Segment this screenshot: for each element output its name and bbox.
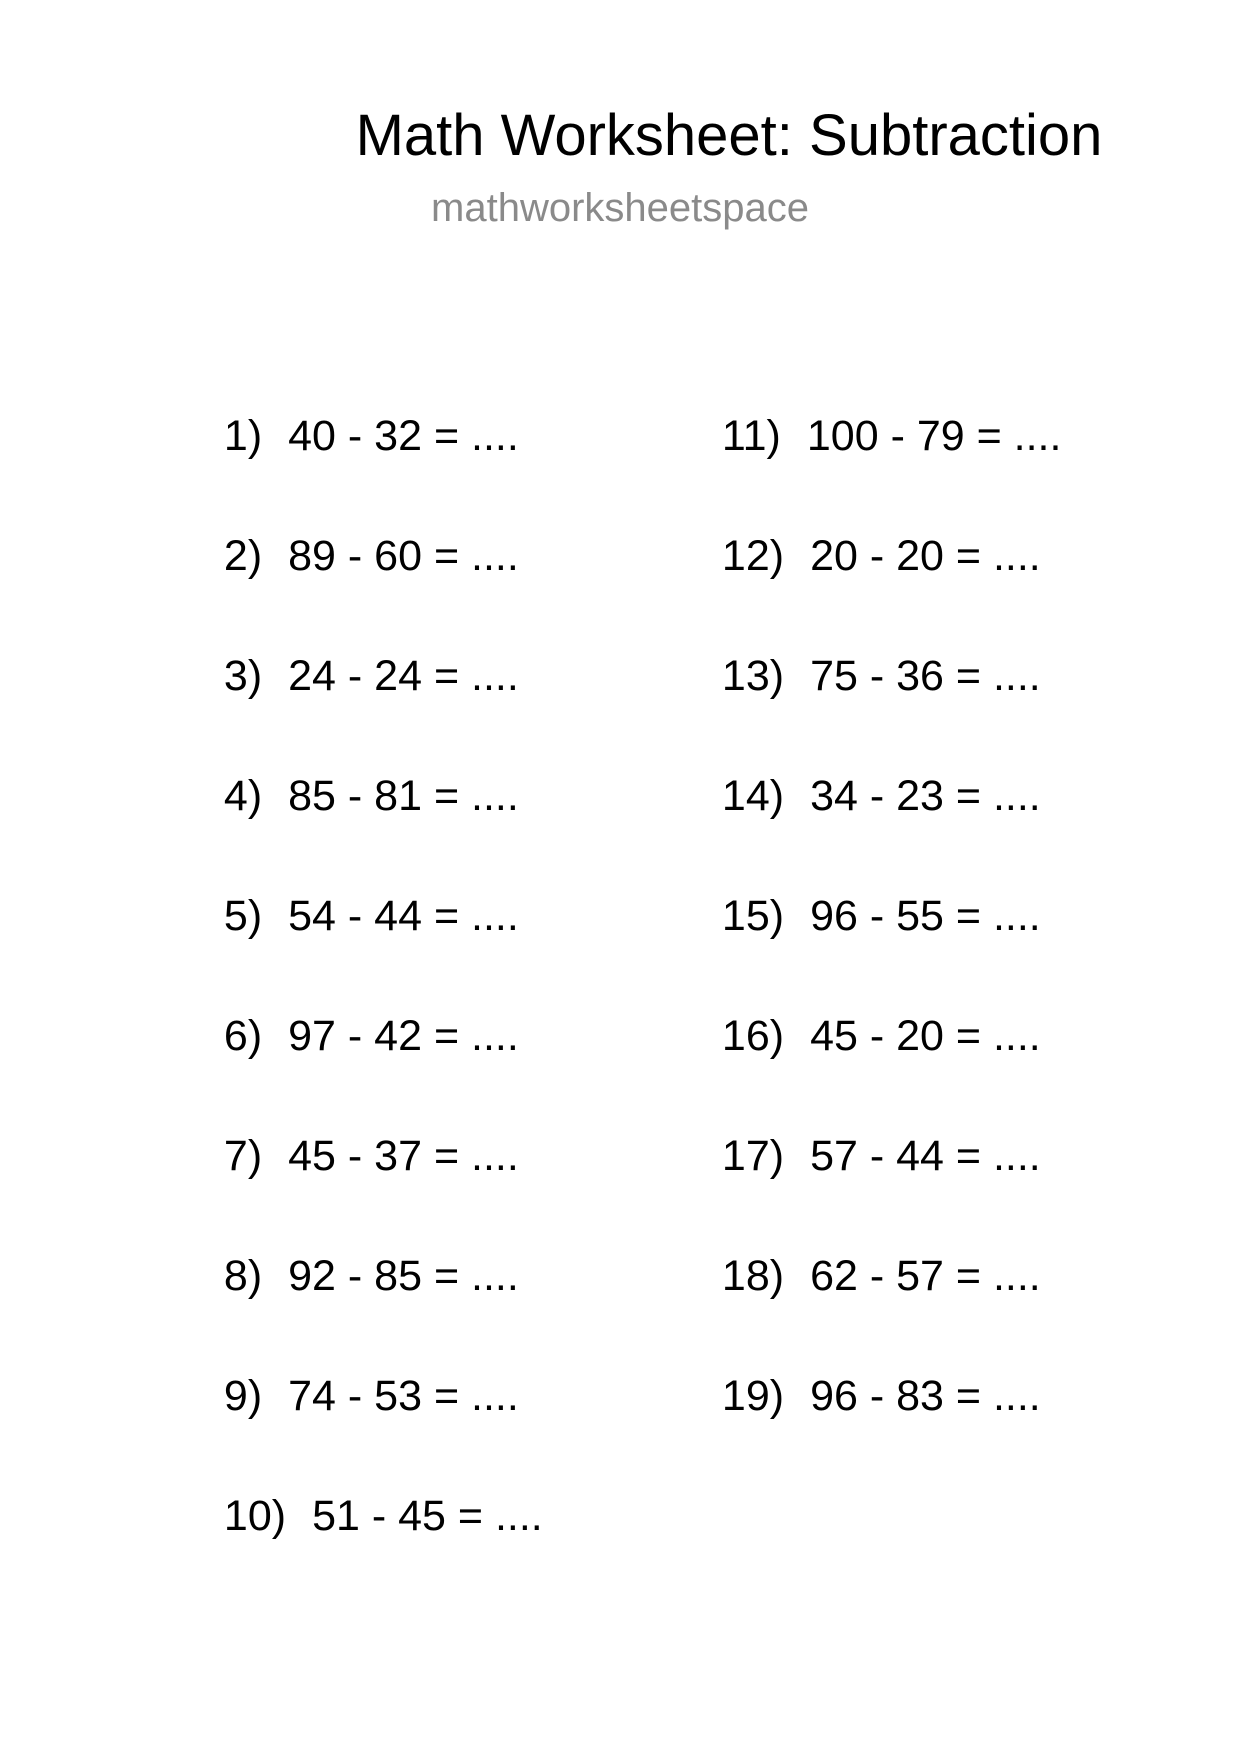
problem-expression: 45 - 20 = .... bbox=[810, 1012, 1041, 1060]
problem-expression: 20 - 20 = .... bbox=[810, 532, 1041, 580]
problem-number: 4) bbox=[223, 772, 263, 820]
problem-number: 9) bbox=[223, 1372, 263, 1420]
problem-1 bbox=[200, 346, 519, 460]
problem-19 bbox=[698, 1306, 1041, 1420]
problem-number: 10) bbox=[223, 1492, 287, 1540]
problem-number: 19) bbox=[721, 1372, 785, 1420]
problem-number: 15) bbox=[721, 892, 785, 940]
problem-number: 7) bbox=[223, 1132, 263, 1180]
page-subtitle: mathworksheetspace bbox=[431, 186, 809, 230]
problem-15 bbox=[698, 826, 1041, 940]
problem-8 bbox=[200, 1186, 519, 1300]
problem-number: 3) bbox=[223, 652, 263, 700]
problem-expression: 24 - 24 = .... bbox=[288, 652, 519, 700]
problem-number: 18) bbox=[721, 1252, 785, 1300]
problem-number: 13) bbox=[721, 652, 785, 700]
problem-expression: 96 - 83 = .... bbox=[810, 1372, 1041, 1420]
problem-2 bbox=[200, 466, 519, 580]
problem-10 bbox=[200, 1426, 543, 1540]
problem-expression: 51 - 45 = .... bbox=[312, 1492, 543, 1540]
problem-number: 14) bbox=[721, 772, 785, 820]
problem-expression: 75 - 36 = .... bbox=[810, 652, 1041, 700]
problem-expression: 62 - 57 = .... bbox=[810, 1252, 1041, 1300]
problem-expression: 57 - 44 = .... bbox=[810, 1132, 1041, 1180]
problem-16 bbox=[698, 946, 1041, 1060]
problem-expression: 40 - 32 = .... bbox=[288, 412, 519, 460]
problem-number: 16) bbox=[721, 1012, 785, 1060]
problem-expression: 97 - 42 = .... bbox=[288, 1012, 519, 1060]
problem-expression: 54 - 44 = .... bbox=[288, 892, 519, 940]
problem-expression: 74 - 53 = .... bbox=[288, 1372, 519, 1420]
problem-5 bbox=[200, 826, 519, 940]
problem-9 bbox=[200, 1306, 519, 1420]
problem-18 bbox=[698, 1186, 1041, 1300]
problem-number: 5) bbox=[223, 892, 263, 940]
problem-expression: 96 - 55 = .... bbox=[810, 892, 1041, 940]
problem-number: 11) bbox=[721, 412, 781, 460]
problem-13 bbox=[698, 586, 1041, 700]
problem-expression: 85 - 81 = .... bbox=[288, 772, 519, 820]
problem-number: 17) bbox=[721, 1132, 785, 1180]
problem-expression: 89 - 60 = .... bbox=[288, 532, 519, 580]
page-title: Math Worksheet: Subtraction bbox=[355, 103, 1103, 168]
problem-3 bbox=[200, 586, 519, 700]
problem-17 bbox=[698, 1066, 1041, 1180]
problem-7 bbox=[200, 1066, 519, 1180]
problem-number: 8) bbox=[223, 1252, 263, 1300]
problem-expression: 100 - 79 = .... bbox=[806, 412, 1062, 460]
problem-12 bbox=[698, 466, 1041, 580]
problem-number: 2) bbox=[223, 532, 263, 580]
problem-11 bbox=[698, 346, 1062, 460]
problem-4 bbox=[200, 706, 519, 820]
problem-6 bbox=[200, 946, 519, 1060]
problem-14 bbox=[698, 706, 1041, 820]
problem-expression: 34 - 23 = .... bbox=[810, 772, 1041, 820]
problem-number: 6) bbox=[223, 1012, 263, 1060]
problem-number: 1) bbox=[223, 412, 263, 460]
problem-number: 12) bbox=[721, 532, 785, 580]
problem-expression: 45 - 37 = .... bbox=[288, 1132, 519, 1180]
problem-expression: 92 - 85 = .... bbox=[288, 1252, 519, 1300]
